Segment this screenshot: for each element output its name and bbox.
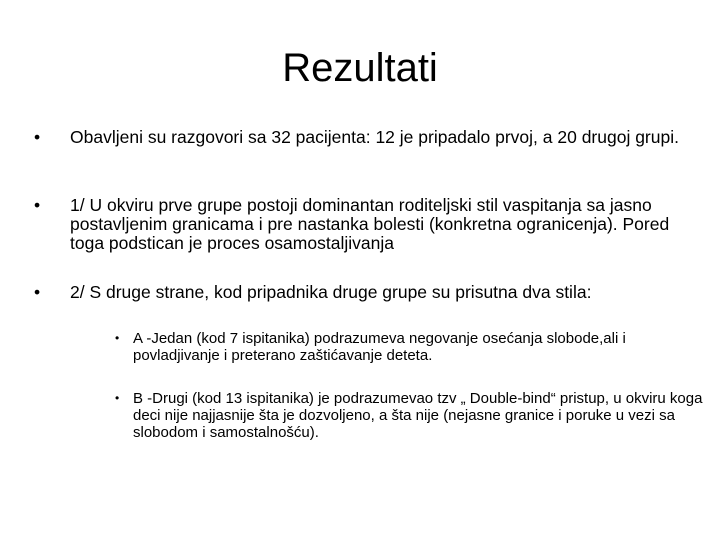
- bullet-text-2: 1/ U okviru prve grupe postoji dominantan roditeljski stil vaspitanja sa jasno postavljenim granicama i pre nastanka bolesti (konkretna ogranicenja). Pored toga podstican je proces osamostaljivanja: [70, 195, 670, 253]
- sub-bullet-dot-icon: •: [115, 391, 120, 405]
- bullet-item-2: [34, 196, 684, 256]
- bullet-dot-icon: •: [34, 195, 41, 215]
- sub-bullet-text-a: A -Jedan (kod 7 ispitanika) podrazumeva negovanje osećanja slobode,ali i povladjivanje i preterano zaštićavanje deteta.: [133, 330, 626, 364]
- sub-bullet-dot-icon: •: [115, 331, 120, 345]
- sub-bullet-item-b: [115, 390, 705, 444]
- bullet-item-1: [34, 128, 684, 168]
- slide-title: Rezultati: [282, 46, 438, 90]
- bullet-item-3: [34, 283, 684, 305]
- sub-bullet-item-a: [115, 330, 705, 366]
- bullet-dot-icon: •: [34, 127, 41, 147]
- bullet-text-3: 2/ S druge strane, kod pripadnika druge grupe su prisutna dva stila:: [70, 282, 592, 302]
- bullet-dot-icon: •: [34, 282, 41, 302]
- bullet-text-1: Obavljeni su razgovori sa 32 pacijenta: 12 je pripadalo prvoj, a 20 drugoj grupi.: [70, 127, 679, 147]
- sub-bullet-text-b: B -Drugi (kod 13 ispitanika) je podrazumevao tzv „ Double-bind“ pristup, u okviru koga deci nije najjasnije šta je dozvoljeno, a šta nije (nejasne granice i poruke u vezi sa slobodom i samostalnošću).: [133, 390, 703, 441]
